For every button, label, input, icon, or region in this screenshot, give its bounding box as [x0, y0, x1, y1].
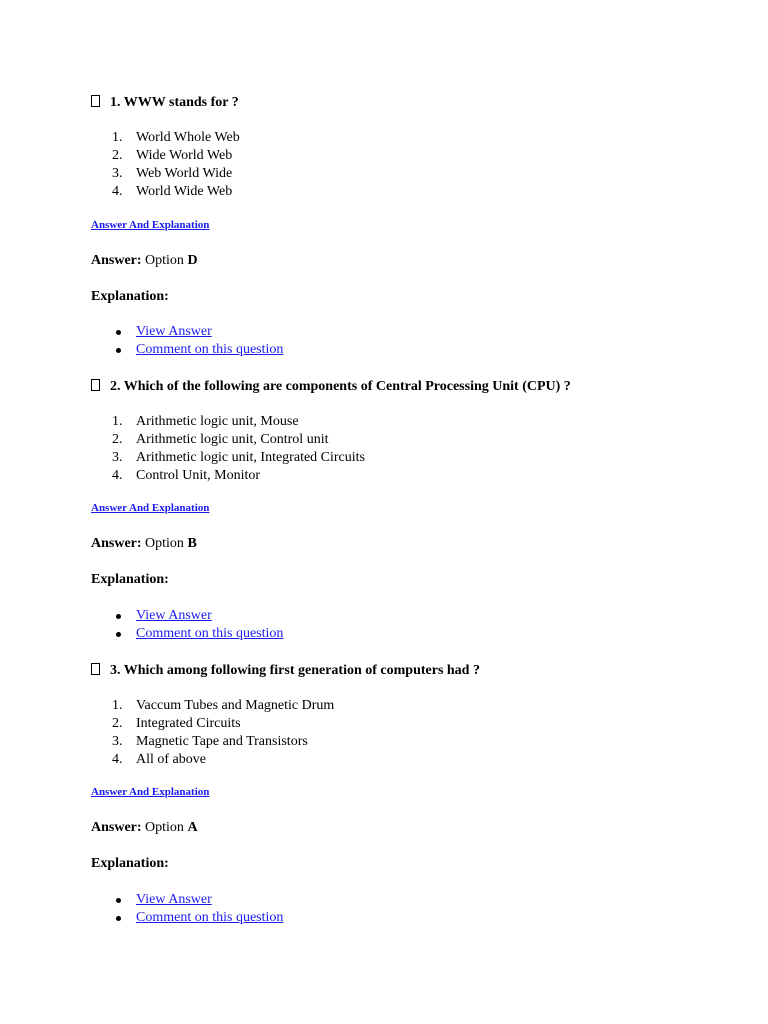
answer-line: Answer: Option A	[91, 820, 198, 835]
checkbox-glyph-icon	[91, 95, 100, 107]
bullet-icon	[116, 916, 121, 921]
list-item	[91, 891, 283, 909]
option-item: 4. Control Unit, Monitor	[112, 468, 261, 483]
option-item: 3. Magnetic Tape and Transistors	[112, 734, 308, 749]
option-item: 2. Arithmetic logic unit, Control unit	[112, 432, 329, 447]
option-item: 4. World Wide Web	[112, 184, 233, 199]
list-item	[91, 625, 283, 643]
view-answer-link[interactable]: View Answer	[136, 324, 212, 339]
option-item: 3. Arithmetic logic unit, Integrated Circuits	[112, 450, 365, 465]
option-item: 4. All of above	[112, 752, 206, 767]
answer-line: Answer: Option B	[91, 536, 197, 551]
bullet-icon	[116, 632, 121, 637]
answer-explanation-link[interactable]: Answer And Explanation	[91, 219, 210, 231]
action-links	[91, 323, 283, 359]
list-item	[91, 341, 283, 359]
list-item	[91, 323, 283, 341]
action-links	[91, 891, 283, 927]
question-title: 1. WWW stands for ?	[91, 95, 239, 111]
list-item	[91, 607, 283, 625]
comment-link[interactable]: Comment on this question	[136, 910, 284, 925]
options-list	[91, 413, 365, 485]
option-item: 2. Integrated Circuits	[112, 716, 241, 731]
option-item: 2. Wide World Web	[112, 148, 233, 163]
checkbox-glyph-icon	[91, 379, 100, 391]
comment-link[interactable]: Comment on this question	[136, 342, 284, 357]
option-item: 1. Vaccum Tubes and Magnetic Drum	[112, 698, 335, 713]
answer-line: Answer: Option D	[91, 253, 198, 268]
option-item: 1. World Whole Web	[112, 130, 240, 145]
comment-link[interactable]: Comment on this question	[136, 626, 284, 641]
options-list	[91, 697, 334, 769]
bullet-icon	[116, 898, 121, 903]
options-list	[91, 129, 240, 201]
answer-explanation-link[interactable]: Answer And Explanation	[91, 502, 210, 514]
option-item: 1. Arithmetic logic unit, Mouse	[112, 414, 299, 429]
explanation-label: Explanation:	[91, 572, 169, 587]
answer-explanation-link[interactable]: Answer And Explanation	[91, 786, 210, 798]
checkbox-glyph-icon	[91, 663, 100, 675]
action-links	[91, 607, 283, 643]
view-answer-link[interactable]: View Answer	[136, 608, 212, 623]
view-answer-link[interactable]: View Answer	[136, 892, 212, 907]
bullet-icon	[116, 614, 121, 619]
bullet-icon	[116, 348, 121, 353]
explanation-label: Explanation:	[91, 856, 169, 871]
bullet-icon	[116, 330, 121, 335]
question-title: 2. Which of the following are components of Central Processing Unit (CPU) ?	[91, 379, 571, 395]
option-item: 3. Web World Wide	[112, 166, 233, 181]
explanation-label: Explanation:	[91, 289, 169, 304]
list-item	[91, 909, 283, 927]
question-title: 3. Which among following first generation of computers had ?	[91, 663, 480, 679]
